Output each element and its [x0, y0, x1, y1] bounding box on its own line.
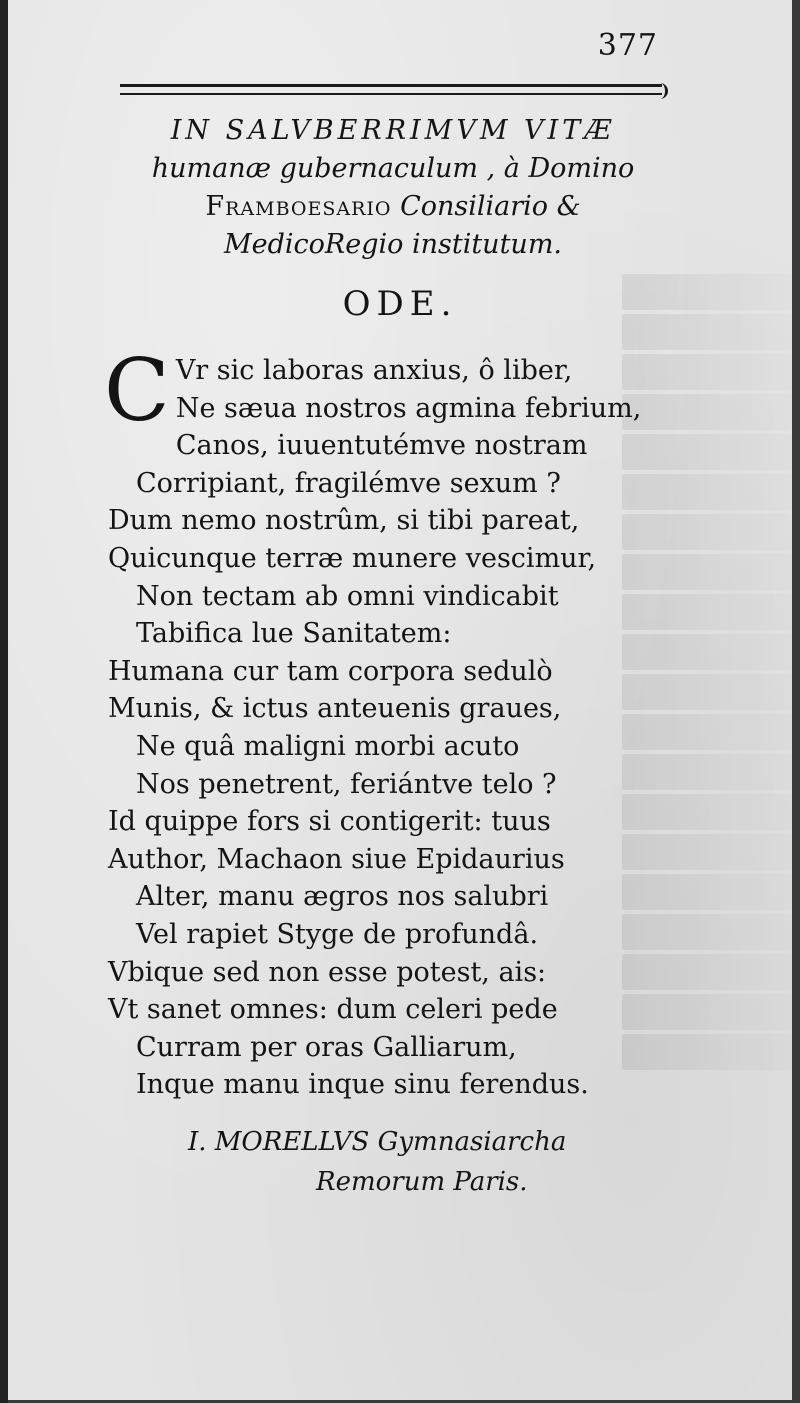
poem-line: Ne sæua nostros agmina febrium, [175, 392, 642, 424]
heading-line-3 [118, 188, 668, 226]
author-signature [188, 1122, 668, 1202]
poem-line: Canos, iuuentutémve nostram [175, 430, 588, 462]
ode-title: ODE. [342, 284, 458, 324]
signature-line-1: I. MORELLVS Gymnasiarcha [188, 1127, 567, 1157]
poem-line: Vr sic laboras anxius, ô liber, [175, 355, 573, 386]
poem-line: Id quippe fors si contigerit: tuus [108, 806, 551, 838]
poem-line: Alter, manu ægros nos salubri [136, 881, 549, 913]
poem-line: Humana cur tam corpora sedulò [108, 655, 553, 687]
poem-line: Dum nemo nostrûm, si tibi pareat, [108, 505, 580, 537]
book-spine-shadow [0, 0, 8, 1403]
poem-line: Non tectam ab omni vindicabit [136, 580, 559, 612]
page-number: 377 [597, 28, 658, 63]
poem-line: Munis, & ictus anteuenis graues, [108, 693, 562, 725]
heading-line-2: humanæ gubernaculum , à Domino [151, 153, 635, 184]
book-page [8, 0, 792, 1400]
poem-line: Tabifica lue Sanitatem: [136, 618, 452, 650]
poem-line: Vel rapiet Styge de profundâ. [136, 918, 539, 950]
poem-line: Vbique sed non esse potest, ais: [108, 956, 547, 988]
heading-line-3-rest: Consiliario & [400, 191, 581, 222]
poem-line: Author, Machaon siue Epidaurius [108, 843, 565, 875]
poem-line: Quicunque terræ munere vescimur, [108, 542, 597, 574]
poem-line: Vt sanet omnes: dum celeri pede [108, 994, 558, 1026]
framboesario-name: Framboesario [205, 191, 392, 222]
poem-line: Ne quâ maligni morbi acuto [136, 730, 520, 762]
dedication-heading [118, 112, 668, 264]
poem-line: Curram per oras Galliarum, [136, 1031, 517, 1063]
drop-cap: C [104, 341, 170, 441]
poem-line: Inque manu inque sinu ferendus. [136, 1069, 589, 1101]
poem-line: Nos penetrent, feriántve telo ? [136, 768, 557, 800]
poem [104, 341, 708, 1104]
poem-line: Corripiant, fragilémve sexum ? [136, 467, 561, 499]
heading-line-4: MedicoRegio institutum. [223, 229, 562, 260]
header-rule [120, 84, 662, 95]
heading-line-1: IN SALVBERRIMVM VITÆ [170, 115, 616, 146]
signature-line-2: Remorum Paris. [316, 1167, 528, 1197]
